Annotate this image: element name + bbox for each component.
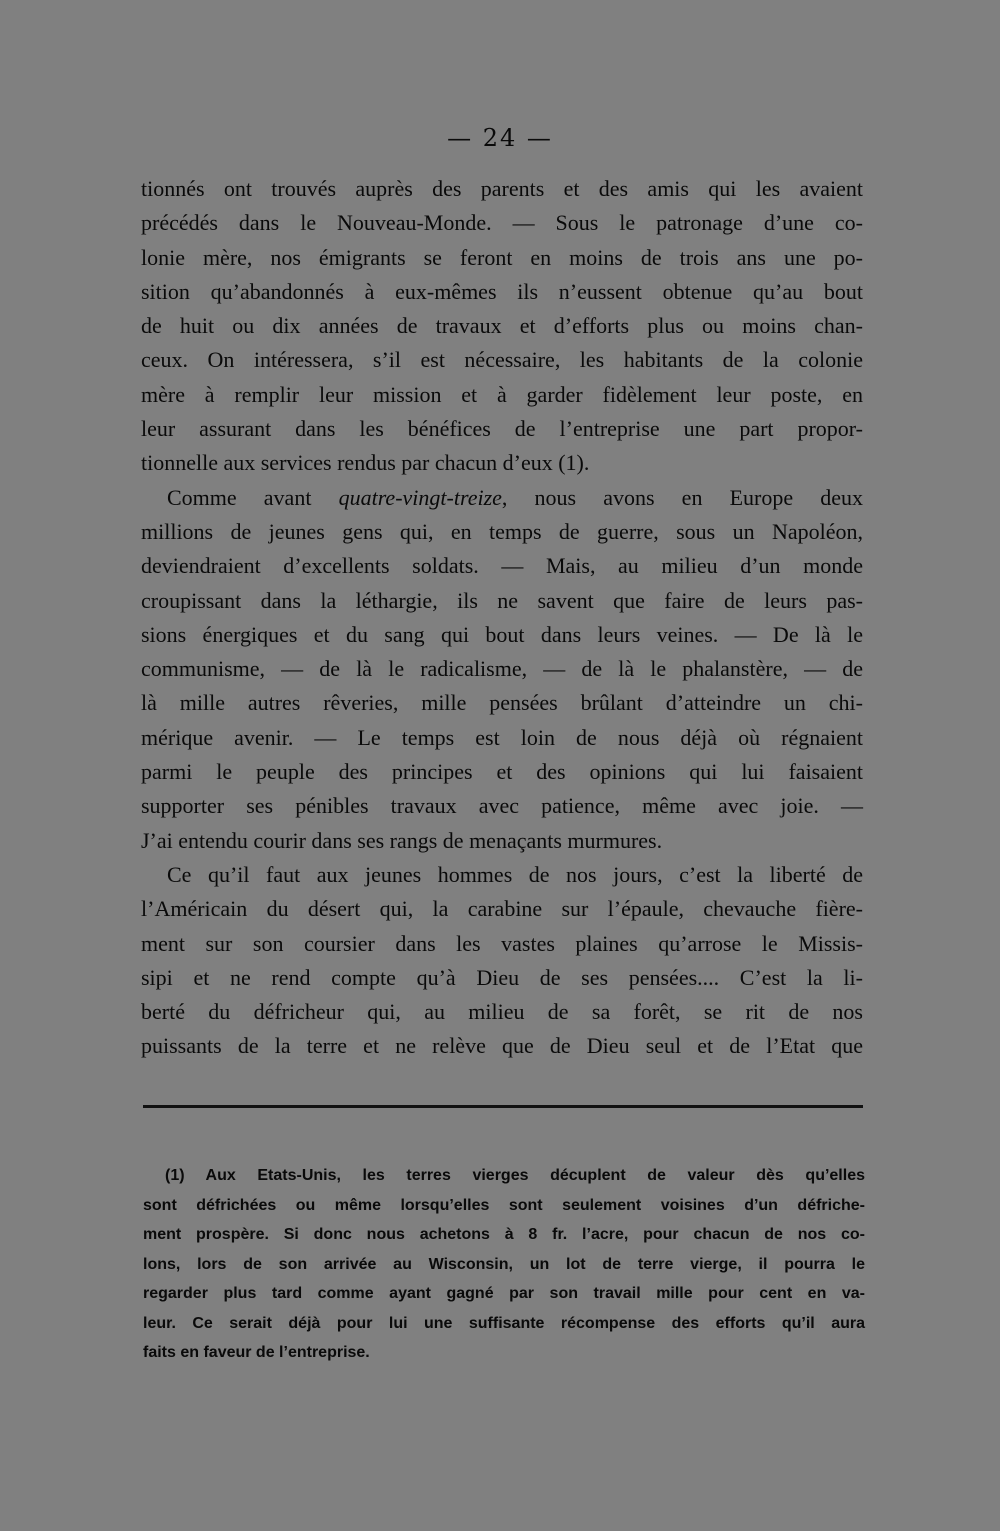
text-line: sions énergiques et du sang qui bout dans leurs veines. — De là le [141, 621, 863, 647]
text-line: sition qu’abandonnés à eux-mêmes ils n’eussent obtenue qu’au bout [141, 278, 863, 304]
text-line: ment sur son coursier dans les vastes plaines qu’arrose le Missis- [141, 930, 863, 956]
footnote-line: faits en faveur de l’entreprise. [143, 1344, 370, 1361]
footnote-separator [143, 1105, 863, 1108]
text-line: Ce qu’il faut aux jeunes hommes de nos jours, c’est la liberté de [167, 861, 863, 887]
text-line: berté du défricheur qui, au milieu de sa forêt, se rit de nos [141, 999, 863, 1025]
text-line: mère à remplir leur mission et à garder fidèlement leur poste, en [141, 381, 863, 407]
text-line: tionnelle aux services rendus par chacun d’eux (1). [141, 450, 590, 476]
text-line: de huit ou dix années de travaux et d’efforts plus ou moins chan- [141, 313, 863, 339]
text-line: deviendraient d’excellents soldats. — Mais, au milieu d’un monde [141, 553, 863, 579]
text-fragment: Comme avant [167, 484, 339, 510]
text-line: J’ai entendu courir dans ses rangs de menaçants murmures. [141, 827, 663, 853]
main-text [141, 172, 863, 1064]
footnote-line: sont défrichées ou même lorsqu’elles sont seulement voisines d’un défriche- [143, 1196, 865, 1214]
italic-phrase: quatre-vingt-treize [338, 484, 502, 510]
footnote [143, 1161, 865, 1368]
text-line: précédés dans le Nouveau-Monde. — Sous le patronage d’une co- [141, 210, 863, 236]
text-fragment: , nous avons en Europe deux [501, 484, 863, 510]
page-number: — 24 — [447, 124, 553, 152]
footnote-line: leur. Ce serait déjà pour lui une suffisante récompense des efforts qu’il aura [143, 1314, 865, 1332]
text-line: là mille autres rêveries, mille pensées brûlant d’atteindre un chi- [141, 690, 863, 716]
text-line: tionnés ont trouvés auprès des parents et des amis qui les avaient [141, 176, 863, 201]
text-line: communisme, — de là le radicalisme, — de là le phalanstère, — de [141, 656, 863, 682]
text-line: millions de jeunes gens qui, en temps de guerre, sous un Napoléon, [141, 518, 863, 544]
footnote-line: (1) Aux Etats-Unis, les terres vierges décuplent de valeur dès qu’elles [165, 1167, 865, 1184]
text-line: supporter ses pénibles travaux avec patience, même avec joie. — [141, 793, 863, 819]
footnote-line: lons, lors de son arrivée au Wisconsin, un lot de terre vierge, il pourra le [143, 1255, 865, 1273]
text-line [141, 481, 863, 515]
text-line: leur assurant dans les bénéfices de l’entreprise une part propor- [141, 416, 863, 442]
footnote-line: regarder plus tard comme ayant gagné par son travail mille pour cent en va- [143, 1285, 865, 1302]
text-line: ceux. On intéressera, s’il est nécessaire, les habitants de la colonie [141, 347, 863, 373]
text-line: sipi et ne rend compte qu’à Dieu de ses pensées.... C’est la li- [141, 964, 863, 990]
text-line: mérique avenir. — Le temps est loin de nous déjà où régnaient [141, 724, 863, 750]
footnote-line: ment prospère. Si donc nous achetons à 8 fr. l’acre, pour chacun de nos co- [143, 1226, 865, 1243]
text-line: parmi le peuple des principes et des opinions qui lui faisaient [141, 759, 863, 785]
text-line: croupissant dans la léthargie, ils ne savent que faire de leurs pas- [141, 587, 863, 613]
text-line: puissants de la terre et ne relève que de Dieu seul et de l’Etat que [141, 1033, 863, 1059]
text-line: lonie mère, nos émigrants se feront en moins de trois ans une po- [141, 244, 863, 270]
text-line: l’Américain du désert qui, la carabine sur l’épaule, chevauche fière- [141, 896, 863, 922]
